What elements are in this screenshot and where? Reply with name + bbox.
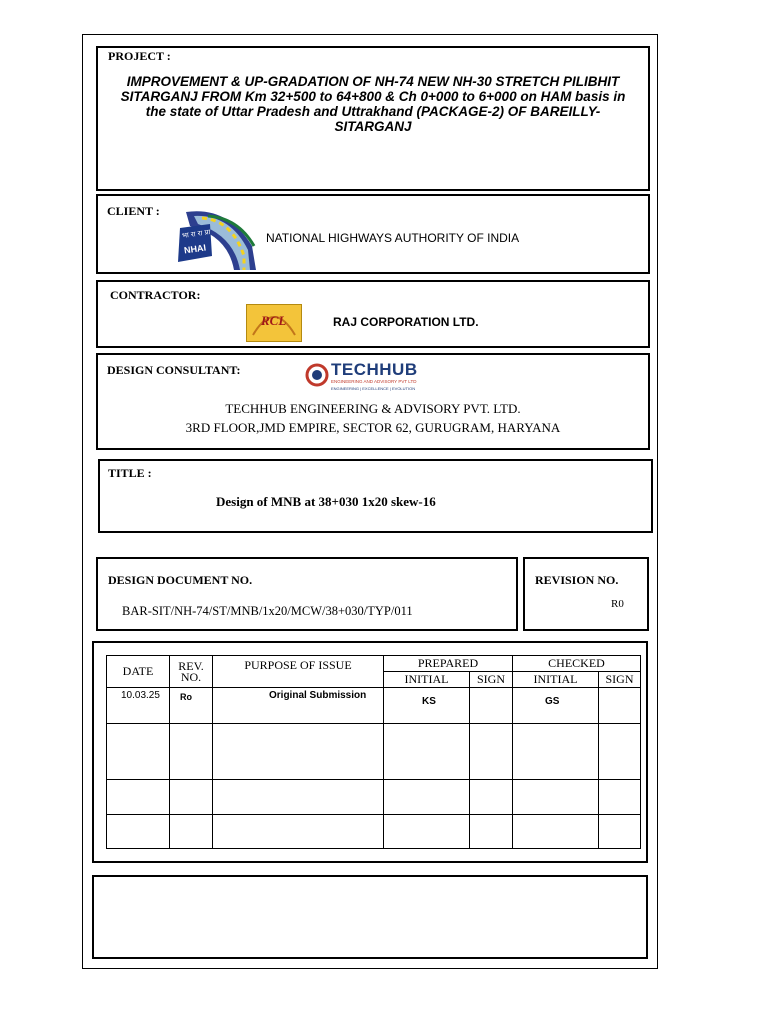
table-header-row — [107, 656, 641, 672]
client-name: NATIONAL HIGHWAYS AUTHORITY OF INDIA — [266, 231, 520, 245]
header-prepared-initial: INITIAL — [384, 672, 470, 688]
contractor-name: RAJ CORPORATION LTD. — [333, 315, 479, 329]
contractor-section — [96, 280, 650, 348]
table-row — [107, 723, 641, 780]
table-row — [107, 814, 641, 848]
header-prepared-sign: SIGN — [470, 672, 513, 688]
row-purpose: Original Submission — [213, 688, 384, 723]
client-label: CLIENT : — [107, 204, 160, 218]
nhai-logo-hindi: भा रा रा प्रा — [181, 228, 211, 240]
title-section — [98, 459, 653, 533]
title-label: TITLE : — [108, 466, 152, 480]
project-line-3: the state of Uttar Pradesh and Uttrakhand (PACKAGE-2) OF BAREILLY- — [145, 104, 601, 119]
header-checked-initial: INITIAL — [513, 672, 599, 688]
project-description — [106, 74, 640, 134]
techhub-logo-sub: ENGINEERING AND ADVISORY PVT LTD — [331, 379, 417, 384]
consultant-section — [96, 353, 650, 450]
table-row — [107, 780, 641, 814]
contractor-label: CONTRACTOR: — [110, 288, 201, 302]
row-checked-sign — [599, 688, 641, 723]
techhub-logo-tagline: ENGINEERING | EXCELLENCE | EVOLUTION — [331, 386, 416, 391]
table-row — [107, 688, 641, 723]
techhub-logo — [305, 360, 427, 394]
revision-table-section — [92, 641, 648, 863]
nhai-logo — [168, 206, 258, 272]
project-line-2: SITARGANJ FROM Km 32+500 to 64+800 & Ch 0+000 to 6+000 on HAM basis in — [120, 89, 626, 104]
header-date: DATE — [107, 656, 170, 688]
project-line-4: SITARGANJ — [334, 119, 412, 134]
rcl-logo — [246, 304, 302, 342]
header-rev-no: REV. NO. — [170, 656, 213, 688]
row-date: 10.03.25 — [107, 688, 170, 723]
document-page — [82, 34, 658, 969]
row-prepared-sign — [470, 688, 513, 723]
revision-section — [523, 557, 649, 631]
techhub-logo-main: TECHHUB — [331, 360, 418, 379]
consultant-label: DESIGN CONSULTANT: — [107, 363, 241, 377]
remarks-box — [92, 875, 648, 959]
revision-number: R0 — [611, 598, 624, 610]
document-number: BAR-SIT/NH-74/ST/MNB/1x20/MCW/38+030/TYP/011 — [122, 604, 413, 618]
project-label: PROJECT : — [108, 49, 171, 63]
project-section — [96, 46, 650, 191]
header-prepared: PREPARED — [384, 656, 513, 672]
header-checked: CHECKED — [513, 656, 641, 672]
row-rev: Ro — [170, 688, 213, 723]
document-number-label: DESIGN DOCUMENT NO. — [108, 573, 253, 587]
techhub-gear-icon — [305, 363, 329, 387]
consultant-address: 3RD FLOOR,JMD EMPIRE, SECTOR 62, GURUGRAM, HARYANA — [185, 420, 561, 435]
project-line-1: IMPROVEMENT & UP-GRADATION OF NH-74 NEW NH-30 STRETCH PILIBHIT — [126, 74, 620, 89]
nhai-logo-text: NHAI — [183, 242, 207, 256]
rcl-logo-text: RCL — [261, 313, 287, 328]
client-section — [96, 194, 650, 274]
document-number-section — [96, 557, 518, 631]
header-checked-sign: SIGN — [599, 672, 641, 688]
row-checked-initial: GS — [513, 688, 599, 723]
row-prepared-initial: KS — [384, 688, 470, 723]
title-text: Design of MNB at 38+030 1x20 skew-16 — [216, 494, 436, 509]
header-purpose: PURPOSE OF ISSUE — [213, 656, 384, 688]
revision-label: REVISION NO. — [535, 573, 619, 587]
consultant-name: TECHHUB ENGINEERING & ADVISORY PVT. LTD. — [225, 401, 521, 416]
revision-table — [106, 655, 641, 849]
